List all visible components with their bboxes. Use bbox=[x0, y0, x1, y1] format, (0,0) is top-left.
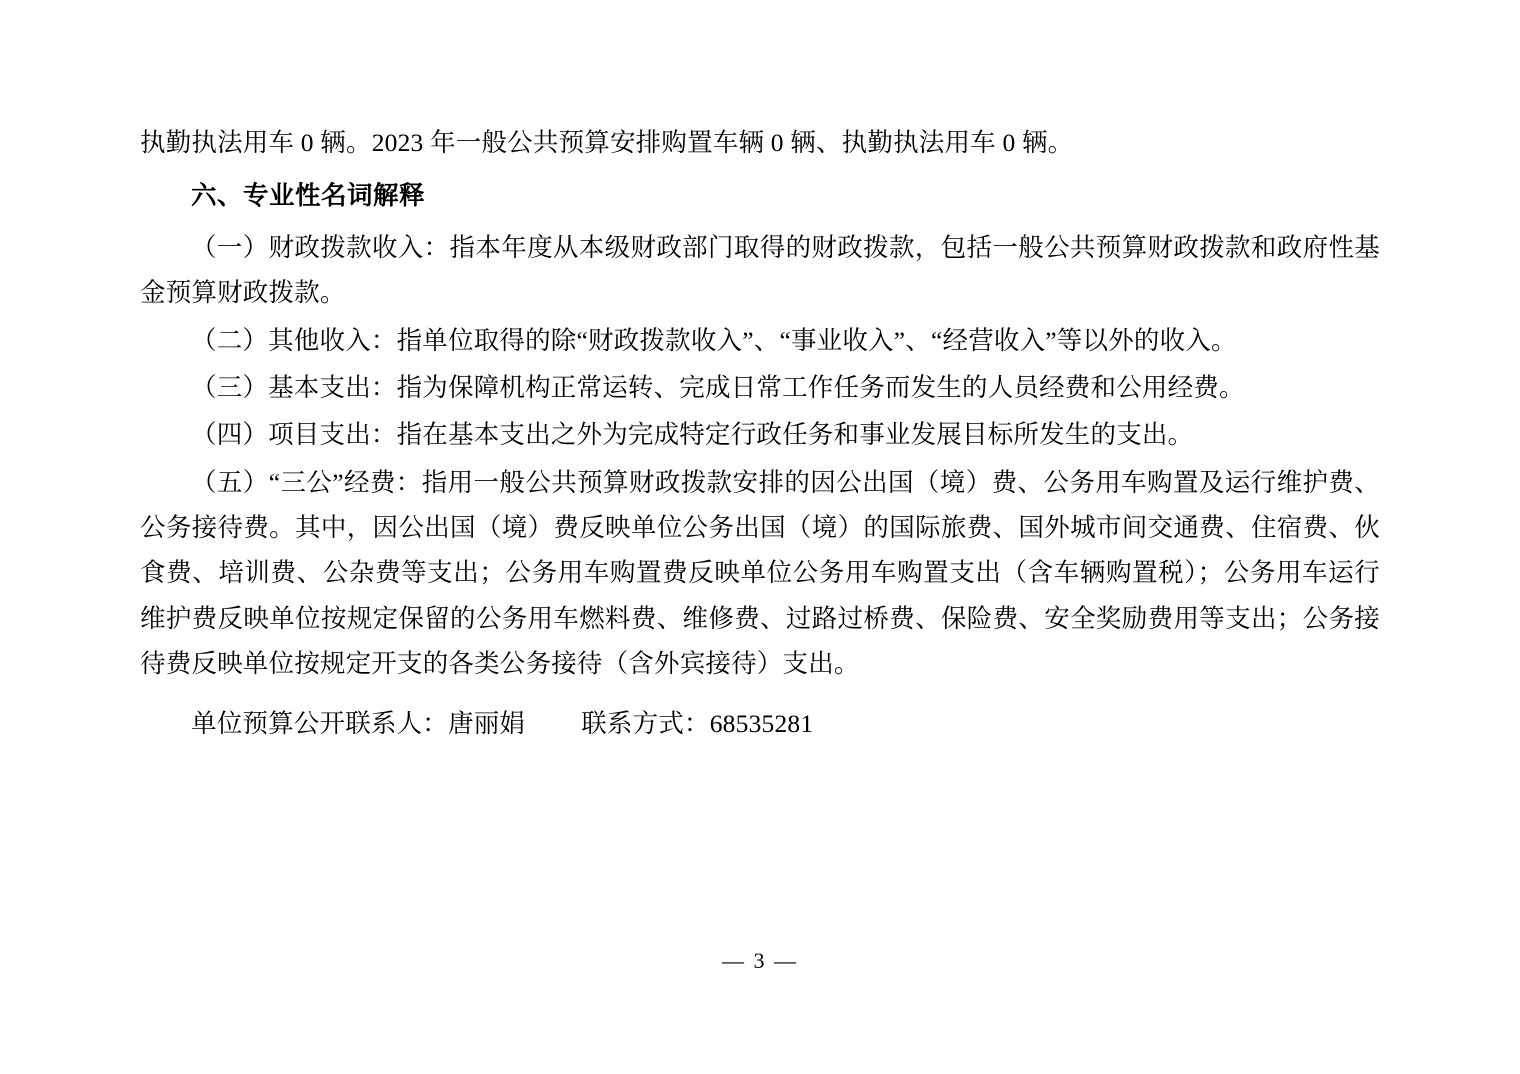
contact-name: 唐丽娟 bbox=[448, 708, 526, 738]
paragraph-item-1: （一）财政拨款收入：指本年度从本级财政部门取得的财政拨款，包括一般公共预算财政拨款和政府性基金预算财政拨款。 bbox=[140, 232, 1380, 308]
contact-label: 单位预算公开联系人： bbox=[191, 708, 449, 738]
contact-phone-number: 68535281 bbox=[709, 708, 814, 738]
contact-phone-label: 联系方式： bbox=[581, 708, 710, 738]
paragraph-item-3: （三）基本支出：指为保障机构正常运转、完成日常工作任务而发生的人员经费和公用经费。 bbox=[191, 372, 1245, 402]
page-number-footer: — 3 — bbox=[722, 948, 798, 973]
contact-line bbox=[140, 701, 1380, 746]
paragraph-item-5: （五）“三公”经费：指用一般公共预算财政拨款安排的因公出国（境）费、公务用车购置及运行维护费、公务接待费。其中，因公出国（境）费反映单位公务出国（境）的国际旅费、国外城市间交通费、住宿费、伙食费、培训费、公杂费等支出；公务用车购置费反映单位公务用车购置支出（含车辆购置税）；公务用车运行维护费反映单位按规定保留的公务用车燃料费、维修费、过路过桥费、保险费、安全奖励费用等支出；公务接待费反映单位按规定开支的各类公务接待（含外宾接待）支出。 bbox=[140, 467, 1380, 679]
continued-paragraph: 执勤执法用车 0 辆。2023 年一般公共预算安排购置车辆 0 辆、执勤执法用车 0 辆。 bbox=[140, 128, 1074, 157]
document-body bbox=[140, 120, 1380, 746]
section-heading: 六、专业性名词解释 bbox=[191, 181, 426, 211]
paragraph-item-2: （二）其他收入：指单位取得的除“财政拨款收入”、“事业收入”、“经营收入”等以外的收入。 bbox=[191, 325, 1237, 355]
paragraph-item-4: （四）项目支出：指在基本支出之外为完成特定行政任务和事业发展目标所发生的支出。 bbox=[191, 420, 1194, 450]
